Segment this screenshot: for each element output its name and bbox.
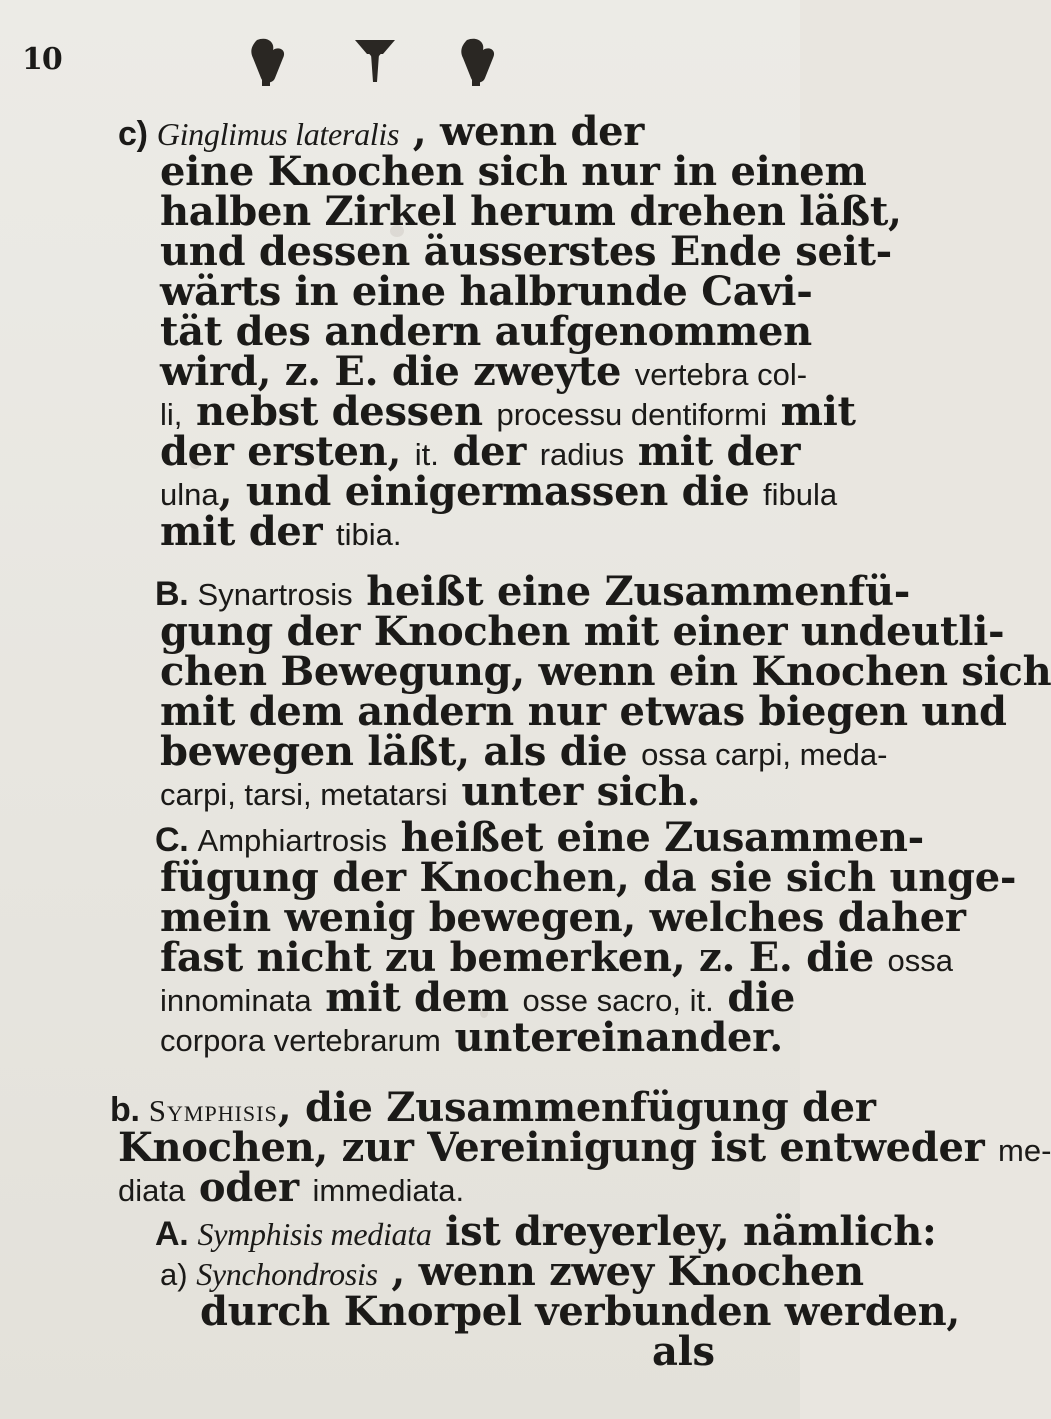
text-segment: Symphisis mediata [197,1216,432,1252]
text-segment: b. [110,1091,149,1129]
text-segment: Knochen, zur Vereinigung ist entweder [118,1124,999,1171]
header-ornaments [245,34,505,90]
text-segment: untereinander. [440,1014,783,1061]
text-segment: und dessen äusserstes Ende seit- [160,228,892,275]
text-segment: Ginglimus lateralis [156,116,400,152]
text-segment: radius [539,437,625,472]
text-segment: ossa carpi, meda- [641,737,888,772]
text-segment: ist dreyerley, nämlich: [431,1208,937,1255]
text-segment: innominata [160,983,312,1018]
text-segment: ulna [160,477,219,512]
page-number: 10 [22,42,62,77]
text-line-23 [160,1016,783,1063]
ornament-right [461,39,494,86]
text-segment: als [652,1328,715,1375]
text-segment: heißet eine Zusammen- [387,814,924,861]
text-segment: Synchondrosis [196,1256,378,1292]
text-segment: wird, z. E. die zweyte [160,348,635,395]
text-segment: , und einigermassen die [218,468,764,515]
text-line-17 [160,770,700,817]
text-segment: mit der [624,428,801,475]
text-segment: , die Zusammenfügung der [277,1084,876,1131]
text-segment: tät des andern aufgenommen [160,308,812,355]
text-segment: vertebra col- [634,357,808,392]
text-segment: li, [160,397,183,432]
text-segment: , wenn zwey Knochen [377,1248,864,1295]
text-segment: bewegen läßt, als die [160,728,642,775]
text-segment: diata [118,1173,186,1208]
text-segment: , wenn der [399,108,645,155]
text-segment: chen Bewegung, wenn ein Knochen sich [160,648,1051,695]
text-segment: der ersten, [160,428,415,475]
text-segment: mit [766,388,856,435]
text-segment: heißt eine Zusammenfü- [352,568,911,615]
text-segment: fibula [763,477,838,512]
text-segment: wärts in eine halbrunde Cavi- [160,268,813,315]
text-segment: oder [185,1164,313,1211]
text-segment: unter sich. [447,768,701,815]
text-line-26 [118,1166,464,1213]
text-segment: der [438,428,540,475]
text-line-29 [200,1290,960,1334]
text-line-30 [652,1330,715,1374]
ornament-center [355,40,395,82]
text-segment: Synartrosis [197,577,353,612]
text-segment: Symphisis [148,1093,278,1128]
text-segment: A. [155,1215,198,1253]
text-segment: tibia. [335,517,402,552]
text-segment: eine Knochen sich nur in einem [160,148,867,195]
text-segment: it. [414,437,439,472]
text-segment: corpora vertebrarum [160,1023,441,1058]
text-segment: processu dentiformi [496,397,767,432]
text-segment: me- [998,1133,1051,1168]
text-segment: mein wenig bewegen, welches daher [160,894,966,941]
text-segment: die [713,974,796,1021]
text-segment: B. [155,575,198,613]
text-segment: carpi, tarsi, metatarsi [160,777,448,812]
text-segment: fast nicht zu bemerken, z. E. die [160,934,888,981]
text-segment: fügung der Knochen, da sie sich unge- [160,854,1017,901]
text-segment: mit dem andern nur etwas biegen und [160,688,1007,735]
text-segment: immediata. [312,1173,465,1208]
text-segment: gung der Knochen mit einer undeutli- [160,608,1005,655]
text-line-11 [160,510,401,557]
page-header [0,30,800,90]
text-segment: halben Zirkel herum drehen läßt, [160,188,902,235]
text-segment: durch Knorpel verbunden werden, [200,1288,961,1335]
text-segment: Amphiartrosis [197,823,388,858]
text-segment: ossa [887,943,953,978]
text-segment: C. [155,821,198,859]
text-segment: mit dem [311,974,523,1021]
text-segment: nebst dessen [182,388,497,435]
text-segment: a) [160,1257,197,1292]
text-segment: mit der [160,508,336,555]
text-segment: c) [118,115,157,153]
ornament-left [251,39,284,86]
text-segment: osse sacro, it. [522,983,714,1018]
